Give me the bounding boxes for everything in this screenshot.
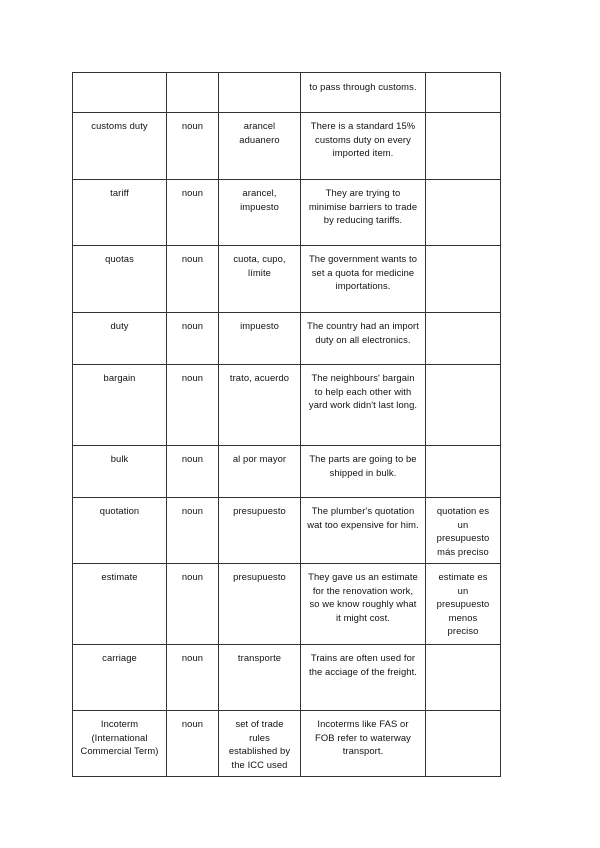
note-cell bbox=[426, 180, 501, 246]
example-cell: Trains are often used for the acciage of the freight. bbox=[301, 645, 426, 711]
translation-cell: set of trade rules established by the ICC used bbox=[219, 711, 301, 777]
note-cell bbox=[426, 711, 501, 777]
translation-cell: impuesto bbox=[219, 313, 301, 365]
example-cell: The neighbours' bargain to help each other with yard work didn't last long. bbox=[301, 365, 426, 446]
example-cell: to pass through customs. bbox=[301, 73, 426, 113]
translation-cell: presupuesto bbox=[219, 564, 301, 645]
note-cell bbox=[426, 645, 501, 711]
translation-cell: presupuesto bbox=[219, 498, 301, 564]
table-row bbox=[73, 365, 501, 446]
table-row bbox=[73, 645, 501, 711]
translation-cell: al por mayor bbox=[219, 446, 301, 498]
example-cell: The government wants to set a quota for medicine importations. bbox=[301, 246, 426, 313]
note-cell: quotation es un presupuesto más preciso bbox=[426, 498, 501, 564]
table-row bbox=[73, 313, 501, 365]
part-of-speech-cell: noun bbox=[167, 498, 219, 564]
part-of-speech-cell: noun bbox=[167, 113, 219, 180]
term-cell: Incoterm (International Commercial Term) bbox=[73, 711, 167, 777]
term-cell bbox=[73, 73, 167, 113]
part-of-speech-cell: noun bbox=[167, 246, 219, 313]
part-of-speech-cell: noun bbox=[167, 180, 219, 246]
part-of-speech-cell bbox=[167, 73, 219, 113]
term-cell: customs duty bbox=[73, 113, 167, 180]
example-cell: The plumber's quotation wat too expensive for him. bbox=[301, 498, 426, 564]
term-cell: tariff bbox=[73, 180, 167, 246]
note-cell bbox=[426, 446, 501, 498]
translation-cell bbox=[219, 73, 301, 113]
part-of-speech-cell: noun bbox=[167, 711, 219, 777]
example-cell: Incoterms like FAS or FOB refer to waterway transport. bbox=[301, 711, 426, 777]
part-of-speech-cell: noun bbox=[167, 365, 219, 446]
example-cell: The parts are going to be shipped in bulk. bbox=[301, 446, 426, 498]
example-cell: They are trying to minimise barriers to trade by reducing tariffs. bbox=[301, 180, 426, 246]
part-of-speech-cell: noun bbox=[167, 564, 219, 645]
term-cell: carriage bbox=[73, 645, 167, 711]
vocabulary-table bbox=[72, 72, 501, 777]
table-row bbox=[73, 113, 501, 180]
note-cell bbox=[426, 365, 501, 446]
translation-cell: arancel aduanero bbox=[219, 113, 301, 180]
translation-cell: trato, acuerdo bbox=[219, 365, 301, 446]
table-row bbox=[73, 564, 501, 645]
translation-cell: cuota, cupo, límite bbox=[219, 246, 301, 313]
term-cell: bulk bbox=[73, 446, 167, 498]
table-row bbox=[73, 180, 501, 246]
note-cell bbox=[426, 73, 501, 113]
translation-cell: arancel, impuesto bbox=[219, 180, 301, 246]
term-cell: duty bbox=[73, 313, 167, 365]
term-cell: bargain bbox=[73, 365, 167, 446]
table-row bbox=[73, 246, 501, 313]
table-row bbox=[73, 498, 501, 564]
note-cell: estimate es un presupuesto menos preciso bbox=[426, 564, 501, 645]
example-cell: They gave us an estimate for the renovation work, so we know roughly what it might cost. bbox=[301, 564, 426, 645]
table-row bbox=[73, 73, 501, 113]
part-of-speech-cell: noun bbox=[167, 645, 219, 711]
term-cell: quotas bbox=[73, 246, 167, 313]
table-row bbox=[73, 446, 501, 498]
example-cell: There is a standard 15% customs duty on every imported item. bbox=[301, 113, 426, 180]
term-cell: quotation bbox=[73, 498, 167, 564]
note-cell bbox=[426, 246, 501, 313]
example-cell: The country had an import duty on all electronics. bbox=[301, 313, 426, 365]
translation-cell: transporte bbox=[219, 645, 301, 711]
part-of-speech-cell: noun bbox=[167, 313, 219, 365]
note-cell bbox=[426, 113, 501, 180]
note-cell bbox=[426, 313, 501, 365]
term-cell: estimate bbox=[73, 564, 167, 645]
table-row bbox=[73, 711, 501, 777]
part-of-speech-cell: noun bbox=[167, 446, 219, 498]
